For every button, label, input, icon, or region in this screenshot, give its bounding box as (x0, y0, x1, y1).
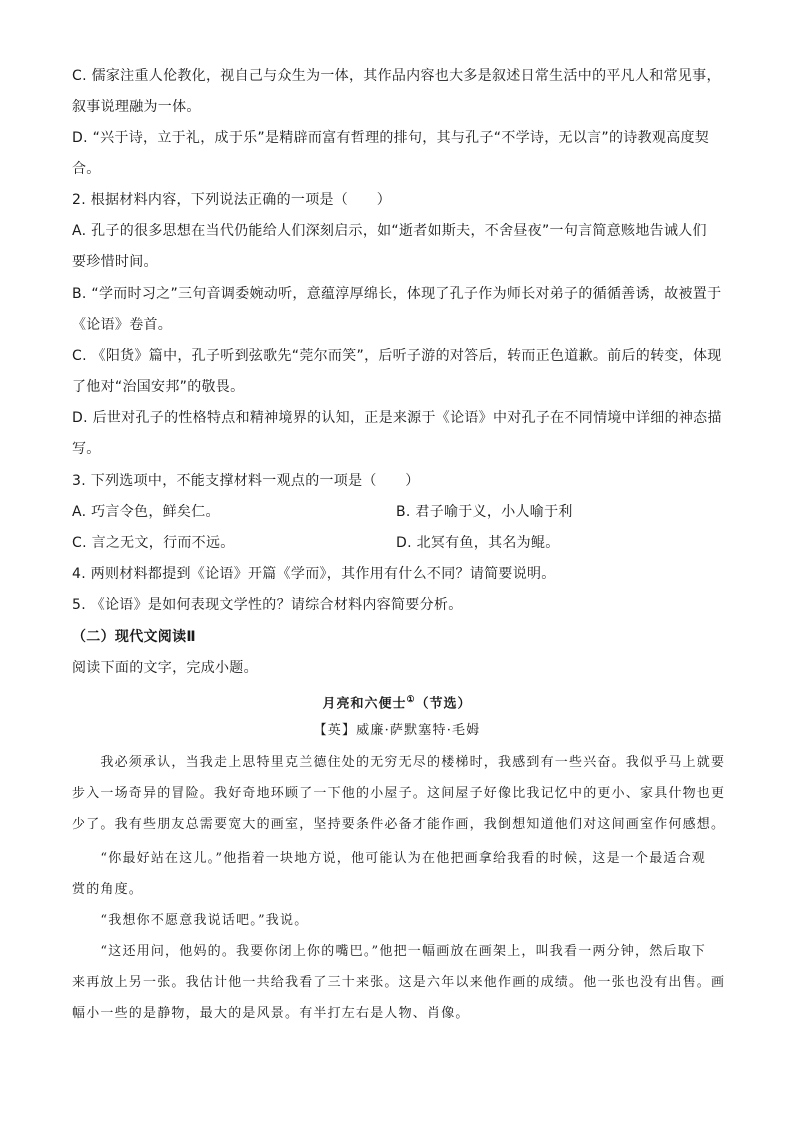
q2-option-a-cont: 要珍惜时间。 (72, 254, 158, 270)
q2-option-a: A. 孔子的很多思想在当代仍能给人们深刻启示，如“逝者如斯夫，不舍昼夜”一句言简意赅地告诫人们 (72, 223, 707, 239)
q2-option-c: C. 《阳货》篇中，孔子听到弦歌先“莞尔而笑”，后听子游的对答后，转而正色道歉。前后的转变，体现 (72, 348, 722, 364)
story-title-suffix: （节选） (415, 696, 472, 712)
question-4: 4. 两则材料都提到《论语》开篇《学而》，其作用有什么不同？请简要说明。 (72, 566, 556, 582)
paragraph-line: 少了。我有些朋友总需要宽大的画室，坚持要条件必备才能作画，我倒想知道他们对这间画室作何感想。 (72, 817, 726, 832)
instruction: 阅读下面的文字，完成小题。 (72, 660, 258, 676)
question-3: 3. 下列选项中，不能支撑材料一观点的一项是（ ） (72, 473, 420, 489)
q3-option-b: B. 君子喻于义，小人喻于利 (396, 504, 573, 520)
question-2: 2. 根据材料内容，下列说法正确的一项是（ ） (72, 192, 392, 208)
paragraph-line: 我必须承认，当我走上思特里克兰德住处的无穷无尽的楼梯时，我感到有一些兴奋。我似乎马上就要 (72, 755, 726, 770)
q2-option-b-cont: 《论语》卷首。 (72, 317, 173, 333)
paragraph-line: 步入一场奇异的冒险。我好奇地环顾了一下他的小屋子。这间屋子好像比我记忆中的更小、家具什物也更 (72, 786, 726, 801)
section-heading: （二）现代文阅读Ⅱ (72, 629, 196, 645)
q3-option-a: A. 巧言令色，鲜矣仁。 (72, 504, 220, 520)
option-d-text-cont: 合。 (72, 161, 101, 177)
paragraph-line: 赏的角度。 (72, 882, 144, 897)
paragraph-line: 来再放上另一张。我估计他一共给我看了三十来张。这是六年以来他作画的成绩。他一张也没有出售。画 (72, 975, 726, 990)
paragraph-line: “你最好站在这儿。”他指着一块地方说，他可能认为在他把画拿给我看的时候，这是一个最适合观 (72, 851, 706, 866)
story-title (0, 690, 794, 714)
question-5: 5. 《论语》是如何表现文学性的？请综合材料内容简要分析。 (72, 597, 463, 613)
q2-option-d-cont: 写。 (72, 441, 101, 457)
footnote-mark: ① (406, 695, 416, 705)
paragraph-line: “我想你不愿意我说话吧。”我说。 (72, 913, 309, 928)
q3-option-c: C. 言之无文，行而不远。 (72, 535, 235, 551)
option-d-text: D. “兴于诗，立于礼，成于乐”是精辟而富有哲理的排句，其与孔子“不学诗，无以言”的诗教观高度契 (72, 130, 710, 146)
story-author: 【英】威廉·萨默塞特·毛姆 (313, 723, 481, 738)
option-c-text-cont: 叙事说理融为一体。 (72, 99, 201, 115)
option-c-text: C. 儒家注重人伦教化，视自己与众生为一体，其作品内容也大多是叙述日常生活中的平凡人和常见事， (72, 68, 721, 84)
story-title-text: 月亮和六便士 (322, 696, 407, 712)
q3-option-d: D. 北冥有鱼，其名为鲲。 (396, 535, 560, 551)
q2-option-d: D. 后世对孔子的性格特点和精神境界的认知，正是来源于《论语》中对孔子在不同情境中详细的神态描 (72, 410, 722, 426)
paragraph-line: “这还用问，他妈的。我要你闭上你的嘴巴。”他把一幅画放在画架上，叫我看一两分钟，然后取下 (72, 944, 706, 959)
q2-option-b: B. “学而时习之”三句音调委婉动听，意蕴淳厚绵长，体现了孔子作为师长对弟子的循循善诱，故被置于 (72, 286, 722, 302)
paragraph-line: 幅小一些的是静物，最大的是风景。有半打左右是人物、肖像。 (72, 1006, 470, 1021)
q2-option-c-cont: 了他对“治国安邦”的敬畏。 (72, 379, 245, 395)
